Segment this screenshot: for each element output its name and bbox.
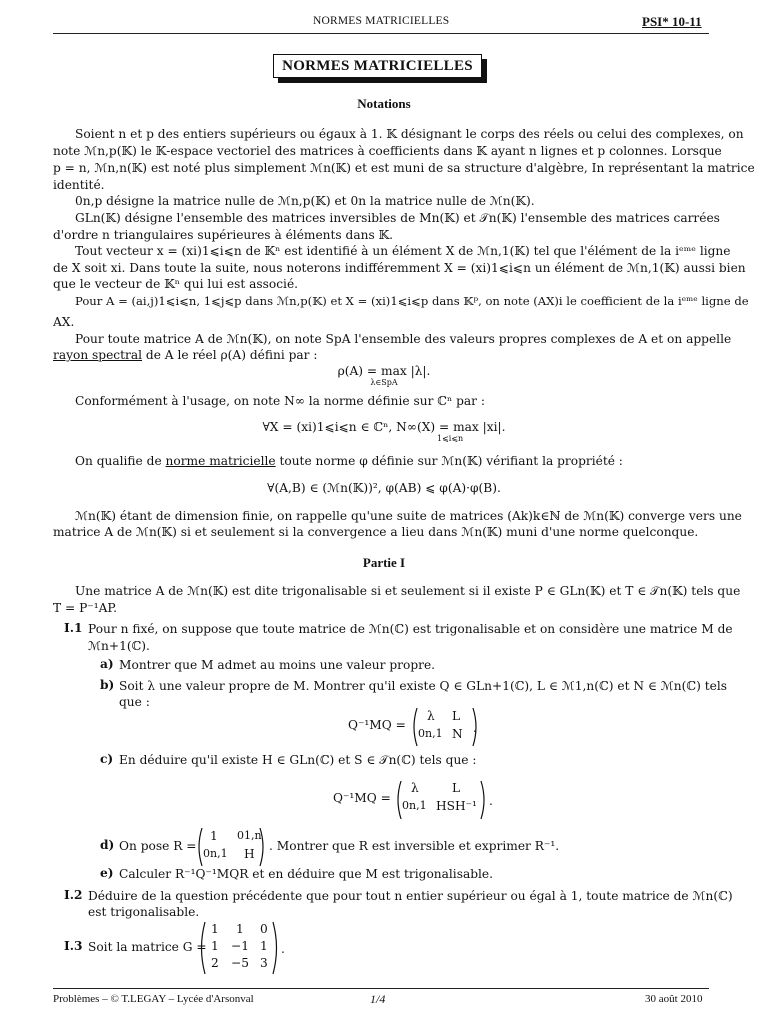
matrix-entry: 1 xyxy=(211,922,219,936)
subquestion-text: Soit λ une valeur propre de M. Montrer qu'il existe Q ∈ GLn+1(ℂ), L ∈ ℳ1,n(ℂ) et N ∈ ℳn(ℂ) tels xyxy=(119,679,728,693)
paragraph-line: note ℳn,p(𝕂) le 𝕂-espace vectoriel des matrices à coefficients dans 𝕂 ayant n lignes et p colonnes. Lorsque xyxy=(53,144,722,158)
equation-lhs: Q⁻¹MQ = xyxy=(348,718,406,732)
matrix-entry: H xyxy=(244,847,255,861)
equation-lhs: Q⁻¹MQ = xyxy=(333,791,391,805)
class-label: PSI* 10-11 xyxy=(642,14,702,29)
paragraph-line: rayon spectral de A le réel ρ(A) défini par : xyxy=(53,348,318,362)
question-text: Soit la matrice G = xyxy=(88,940,207,954)
matrix-entry: HSH⁻¹ xyxy=(436,799,477,813)
matrix-entry: 0n,1 xyxy=(418,727,443,740)
paragraph-line: Tout vecteur x = (xi)1⩽i⩽n de 𝕂ⁿ est identifié à un élément X de ℳn,1(𝕂) tel que l'élément de la iᵉᵐᵉ ligne xyxy=(75,244,731,258)
matrix-entry: 3 xyxy=(260,956,268,970)
subquestion-label: c) xyxy=(100,752,114,766)
question-label: I.1 xyxy=(64,621,83,635)
matrix-entry: L xyxy=(452,709,461,723)
paragraph-line: Soient n et p des entiers supérieurs ou égaux à 1. 𝕂 désignant le corps des réels ou celui des complexes, on xyxy=(75,127,744,141)
paragraph-line: On qualifie de norme matricielle toute norme φ définie sur ℳn(𝕂) vérifiant la propriété : xyxy=(75,454,623,468)
formula-rho-subscript: λ∈SpA xyxy=(370,378,398,387)
subquestion-text: . Montrer que R est inversible et exprimer R⁻¹. xyxy=(269,839,560,853)
subquestion-label: d) xyxy=(100,838,115,852)
subquestion-text: En déduire qu'il existe H ∈ GLn(ℂ) et S ∈ 𝒯n(ℂ) tels que : xyxy=(119,753,477,767)
paragraph-line: Pour toute matrice A de ℳn(𝕂), on note SpA l'ensemble des valeurs propres complexes de A et on appelle xyxy=(75,332,732,346)
term-rayon-spectral: rayon spectral xyxy=(53,348,143,362)
paragraph-line: p = n, ℳn,n(𝕂) est noté plus simplement ℳn(𝕂) et est muni de sa structure d'algèbre, In représentant la matrice xyxy=(53,161,755,175)
matrix-entry: L xyxy=(452,781,461,795)
subquestion-text: que : xyxy=(119,695,150,709)
paragraph-line: matrice A de ℳn(𝕂) si et seulement si la convergence a lieu dans ℳn(𝕂) muni d'une norme quelconque. xyxy=(53,525,699,539)
question-text: ℳn+1(ℂ). xyxy=(88,639,150,653)
matrix-entry: 2 xyxy=(211,956,219,970)
subquestion-text: Montrer que M admet au moins une valeur propre. xyxy=(119,658,436,672)
paragraph-line: AX. xyxy=(53,315,75,329)
matrix-entry: 0 xyxy=(260,922,268,936)
paragraph-line: ℳn(𝕂) étant de dimension finie, on rappelle qu'une suite de matrices (Ak)k∈ℕ de ℳn(𝕂) converge vers une xyxy=(75,509,742,523)
matrix-entry: 1 xyxy=(211,939,219,953)
page-number: 1/4 xyxy=(370,992,386,1006)
matrix-entry: λ xyxy=(427,709,435,723)
paragraph-line: T = P⁻¹AP. xyxy=(53,601,118,615)
subquestion-label: b) xyxy=(100,678,115,692)
matrix-entry: N xyxy=(452,727,463,741)
formula-submultiplicative: ∀(A,B) ∈ (ℳn(𝕂))², φ(AB) ⩽ φ(A)·φ(B). xyxy=(267,481,501,495)
question-text: Pour n fixé, on suppose que toute matrice de ℳn(ℂ) est trigonalisable et on considère une matrice M de xyxy=(88,622,733,636)
section-heading-notations: Notations xyxy=(357,96,411,111)
footer-rule xyxy=(53,988,709,989)
paragraph-line: d'ordre n triangulaires supérieures à éléments dans 𝕂. xyxy=(53,228,394,242)
equation-period: . xyxy=(281,942,285,956)
footer-credits: Problèmes – © T.LEGAY – Lycée d'Arsonval xyxy=(53,993,254,1005)
subquestion-text: Calculer R⁻¹Q⁻¹MQR et en déduire que M est trigonalisable. xyxy=(119,867,494,881)
matrix-entry: 0n,1 xyxy=(402,799,427,812)
matrix-entry: −5 xyxy=(231,956,249,970)
matrix-entry: 1 xyxy=(236,922,244,936)
subquestion-label: a) xyxy=(100,657,114,671)
term-norme-matricielle: norme matricielle xyxy=(165,454,276,468)
matrix-entry: 01,n xyxy=(237,829,262,842)
paragraph-line: identité. xyxy=(53,178,105,192)
matrix-entry: −1 xyxy=(231,939,249,953)
matrix-entry: 1 xyxy=(210,829,218,843)
title-box xyxy=(273,54,482,78)
question-label: I.2 xyxy=(64,888,83,902)
equation-period: . xyxy=(473,721,477,735)
formula-ninf: ∀X = (xi)1⩽i⩽n ∈ ℂⁿ, N∞(X) = max |xi|. xyxy=(262,420,506,434)
formula-ninf-subscript: 1⩽i⩽n xyxy=(437,434,464,443)
question-text: est trigonalisable. xyxy=(88,905,200,919)
header-rule xyxy=(53,33,709,34)
matrix-entry: λ xyxy=(411,781,419,795)
paragraph-line: que le vecteur de 𝕂ⁿ qui lui est associé. xyxy=(53,277,299,291)
subquestion-text: On pose R = xyxy=(119,839,197,853)
question-label: I.3 xyxy=(64,939,83,953)
paragraph-line: 0n,p désigne la matrice nulle de ℳn,p(𝕂) et 0n la matrice nulle de ℳn(𝕂). xyxy=(75,194,535,208)
formula-rho: ρ(A) = max |λ|. xyxy=(337,364,431,378)
question-text: Déduire de la question précédente que pour tout n entier supérieur ou égal à 1, toute matrice de ℳn(ℂ) xyxy=(88,889,733,903)
footer-date: 30 août 2010 xyxy=(645,993,703,1005)
paragraph-line: Pour A = (ai,j)1⩽i⩽n, 1⩽j⩽p dans ℳn,p(𝕂) et X = (xi)1⩽i⩽p dans 𝕂ᵖ, on note (AX)i le coefficient de la iᵉᵐᵉ ligne de xyxy=(75,294,749,308)
section-heading-partie-1: Partie I xyxy=(362,555,406,570)
paragraph-line: GLn(𝕂) désigne l'ensemble des matrices inversibles de Mn(𝕂) et 𝒯n(𝕂) l'ensemble des matrices carrées xyxy=(75,211,720,225)
paragraph-line: de X soit xi. Dans toute la suite, nous noterons indifféremment X = (xi)1⩽i⩽n un élément de ℳn,1(𝕂) aussi bien xyxy=(53,261,746,275)
matrix-entry: 0n,1 xyxy=(203,847,228,860)
paragraph-line: Conformément à l'usage, on note N∞ la norme définie sur ℂⁿ par : xyxy=(75,394,485,408)
running-header: NORMES MATRICIELLES xyxy=(313,15,450,27)
matrix-entry: 1 xyxy=(260,939,268,953)
equation-period: . xyxy=(489,794,493,808)
page-title: NORMES MATRICIELLES xyxy=(282,57,473,74)
subquestion-label: e) xyxy=(100,866,114,880)
paragraph-line: Une matrice A de ℳn(𝕂) est dite trigonalisable si et seulement si il existe P ∈ GLn(𝕂) et T ∈ 𝒯n(𝕂) tels que xyxy=(75,584,741,598)
